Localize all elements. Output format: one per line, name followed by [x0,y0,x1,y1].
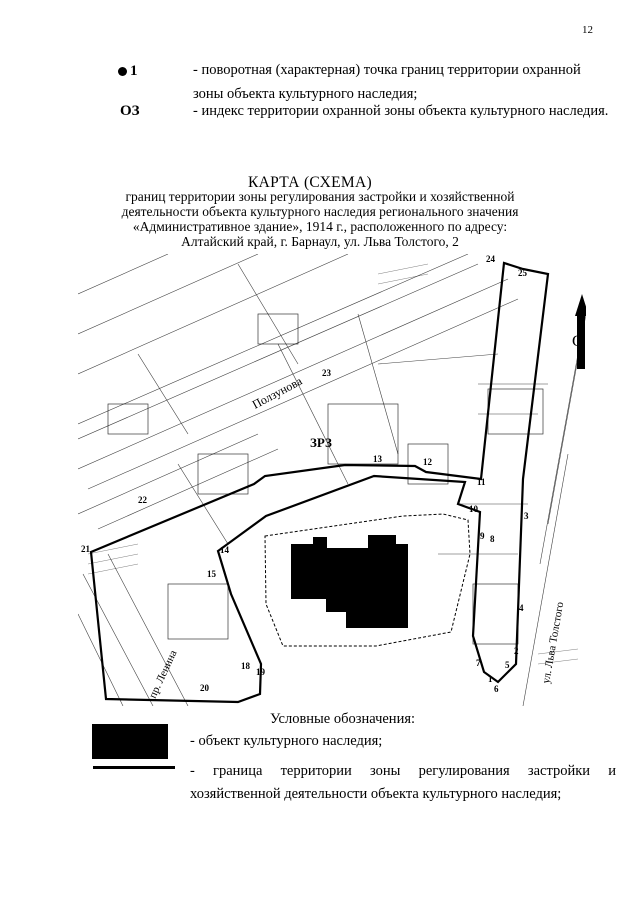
street-label-tolstogo: ул. Льва Толстого [540,601,567,685]
point-label: 6 [494,684,499,694]
zone-label: ЗРЗ [310,435,332,450]
turning-point-description: - поворотная (характерная) точка границ территории охранной зоны объекта культурного наследия; [193,62,581,102]
subtitle-line: границ территории зоны регулирования застройки и хозяйственной [125,189,515,204]
point-label: 1 [488,674,493,684]
page-number: 12 [582,24,593,36]
point-label: 21 [81,544,90,554]
point-label: 25 [518,268,527,278]
heritage-object-description: - объект культурного наследия; [190,733,383,749]
point-label: 14 [220,545,229,555]
point-label: 13 [373,454,382,464]
point-label: 15 [207,569,216,579]
legend-heading: Условные обозначения: [270,711,416,727]
point-label: 2 [514,646,519,656]
point-label: 12 [423,457,432,467]
subtitle-line: Алтайский край, г. Барнаул, ул. Льва Толстого, 2 [181,234,459,249]
point-dot-icon [118,67,127,76]
map-subtitle [60,189,580,249]
subtitle-line: деятельности объекта культурного наследия регионального значения [121,204,519,219]
point-label: 24 [486,254,495,264]
zone-index-description: - индекс территории охранной зоны объекта культурного наследия. [193,103,609,119]
map-title: КАРТА (СХЕМА) [248,174,372,191]
subtitle-line: «Административное здание», 1914 г., расположенного по адресу: [132,219,508,234]
street-label-polzunova: Ползунова [249,373,305,412]
zone-boundary-description: - граница территории зоны регулирования застройки и хозяйственной деятельности объекта культурного наследия; [190,763,616,802]
point-label: 5 [505,660,510,670]
point-label: 19 [256,667,265,677]
point-label: 20 [200,683,209,693]
heritage-object-symbol [92,724,168,759]
point-label: 22 [138,495,147,505]
point-label: 8 [490,534,495,544]
point-label: 11 [477,477,486,487]
point-label: 4 [519,603,524,613]
turning-point-symbol-label: 1 [130,63,138,79]
zone-boundary-symbol [93,766,175,769]
point-label: 7 [476,658,481,668]
zone-index-symbol: ОЗ [120,103,140,119]
point-label: 9 [480,531,485,541]
point-label: 3 [524,511,529,521]
turning-point-symbol [118,63,138,80]
north-marker: С [572,333,583,350]
point-label: 10 [469,504,478,514]
point-label: 18 [241,661,250,671]
cadastral-map [78,254,586,706]
point-label: 23 [322,368,331,378]
street-label-lenina: пр. Ленина [146,648,180,701]
